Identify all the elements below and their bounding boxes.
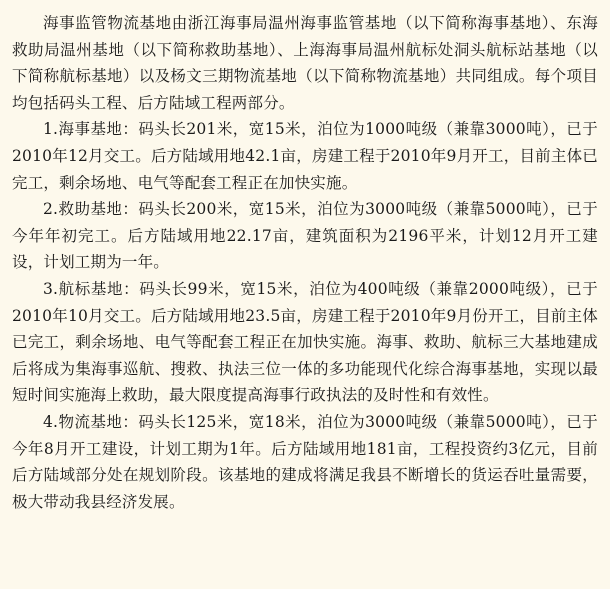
paragraph-maritime-base: 1.海事基地：码头长201米，宽15米，泊位为1000吨级（兼靠3000吨），已于2010年12月交工。后方陆域用地42.1亩，房建工程于2010年9月开工，目前主体已完工，剩余场地、电气等配套工程正在加快实施。 xyxy=(12,120,598,192)
document-body xyxy=(12,10,598,515)
paragraph-logistics-base: 4.物流基地：码头长125米，宽18米，泊位为3000吨级（兼靠5000吨），已于今年8月开工建设，计划工期为1年。后方陆域用地181亩，工程投资约3亿元，目前后方陆域部分处在规划阶段。该基地的建成将满足我县不断增长的货运吞吐量需要，极大带动我县经济发展。 xyxy=(12,412,598,511)
paragraph-intro: 海事监管物流基地由浙江海事局温州海事监管基地（以下简称海事基地）、东海救助局温州基地（以下简称救助基地）、上海海事局温州航标处洞头航标站基地（以下简称航标基地）以及杨文三期物流基地（以下简称物流基地）共同组成。每个项目均包括码头工程、后方陆域工程两部分。 xyxy=(12,14,598,112)
paragraph-navigation-base: 3.航标基地：码头长99米，宽15米，泊位为400吨级（兼靠2000吨级），已于2010年10月交工。后方陆域用地23.5亩，房建工程于2010年9月份开工，目前主体已完工，剩余场地、电气等配套工程正在加快实施。海事、救助、航标三大基地建成后将成为集海事巡航、搜救、执法三位一体的多功能现代化综合海事基地，实现以最短时间实施海上救助，最大限度提高海事行政执法的及时性和有效性。 xyxy=(12,279,598,405)
paragraph-rescue-base: 2.救助基地：码头长200米，宽15米，泊位为3000吨级（兼靠5000吨），已于今年年初完工。后方陆域用地22.17亩，建筑面积为2196平米，计划12月开工建设，计划工期为一年。 xyxy=(12,200,598,272)
